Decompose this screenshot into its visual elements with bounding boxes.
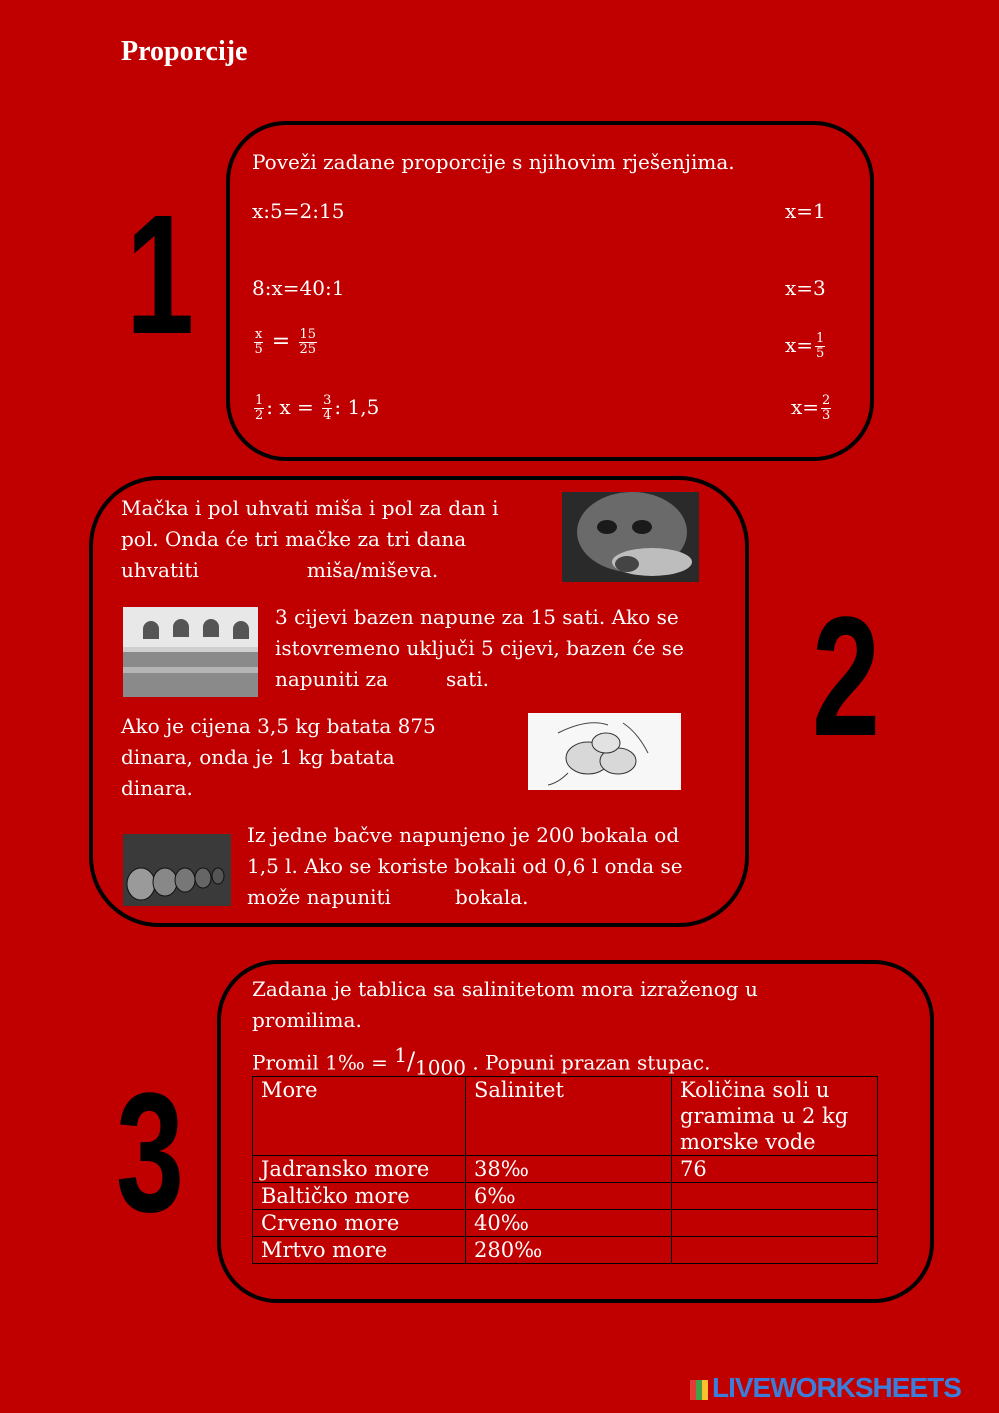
section-number-1: 1 xyxy=(126,180,195,370)
task-potato: Ako je cijena 3,5 kg batata 875 dinara, onda je 1 kg batata dinara. xyxy=(121,714,436,800)
pool-image xyxy=(123,607,258,697)
header-cell: Količina soli u gramima u 2 kg morske vode xyxy=(672,1077,878,1156)
task-pool: 3 cijevi bazen napune za 15 sati. Ako se istovremeno uključi 5 cijevi, bazen će se napuniti za sati. xyxy=(275,605,684,691)
liveworksheets-logo: LIVEWORKSHEETS xyxy=(690,1372,961,1404)
page-title: Proporcije xyxy=(121,36,248,67)
solution-4[interactable]: x= $\frac{2}{3}$ xyxy=(791,393,831,423)
answer-cell[interactable] xyxy=(672,1237,878,1264)
proportion-3[interactable]: $\frac{x}{5}$ = $\frac{15}{25}$ xyxy=(254,327,317,357)
potato-image xyxy=(528,713,681,790)
task-barrels: Iz jedne bačve napunjeno je 200 bokala od 1,5 l. Ako se koriste bokali od 0,6 l onda se može napuniti bokala. xyxy=(247,823,683,909)
header-cell: Salinitet xyxy=(466,1077,672,1156)
answer-cell[interactable] xyxy=(672,1183,878,1210)
solution-1[interactable]: x=1 xyxy=(785,199,826,223)
proportion-2[interactable]: 8:x=40:1 xyxy=(252,276,345,300)
promil-definition: Promil 1‰ = $^1/_{1000}$ . Popuni prazan stupac. xyxy=(252,1043,711,1080)
table-row: Mrtvo more 280‰ xyxy=(253,1237,878,1264)
section3-intro: Zadana je tablica sa salinitetom mora izraženog u promilima. xyxy=(252,977,758,1032)
solution-3[interactable]: x= $\frac{1}{5}$ xyxy=(785,331,825,361)
cat-mouse-image xyxy=(562,492,699,582)
proportion-1[interactable]: x:5=2:15 xyxy=(252,199,345,223)
task-cat: Mačka i pol uhvati miša i pol za dan i pol. Onda će tri mačke za tri dana uhvatiti miša/miševa. xyxy=(121,496,499,582)
section-number-3: 3 xyxy=(116,1058,185,1248)
table-row: Jadransko more 38‰ 76 xyxy=(253,1156,878,1183)
table-row: Baltičko more 6‰ xyxy=(253,1183,878,1210)
salinity-table xyxy=(252,1076,878,1264)
logo-icon xyxy=(690,1380,708,1400)
proportion-4[interactable]: $\frac{1}{2}$ : x = $\frac{3}{4}$ : 1,5 xyxy=(255,393,380,423)
section1-instruction: Poveži zadane proporcije s njihovim rješenjima. xyxy=(252,150,735,174)
solution-2[interactable]: x=3 xyxy=(785,276,826,300)
table-header-row xyxy=(253,1077,878,1156)
answer-cell[interactable] xyxy=(672,1210,878,1237)
section-number-2: 2 xyxy=(812,582,881,772)
header-cell: More xyxy=(253,1077,466,1156)
barrels-image xyxy=(123,834,231,906)
table-row: Crveno more 40‰ xyxy=(253,1210,878,1237)
